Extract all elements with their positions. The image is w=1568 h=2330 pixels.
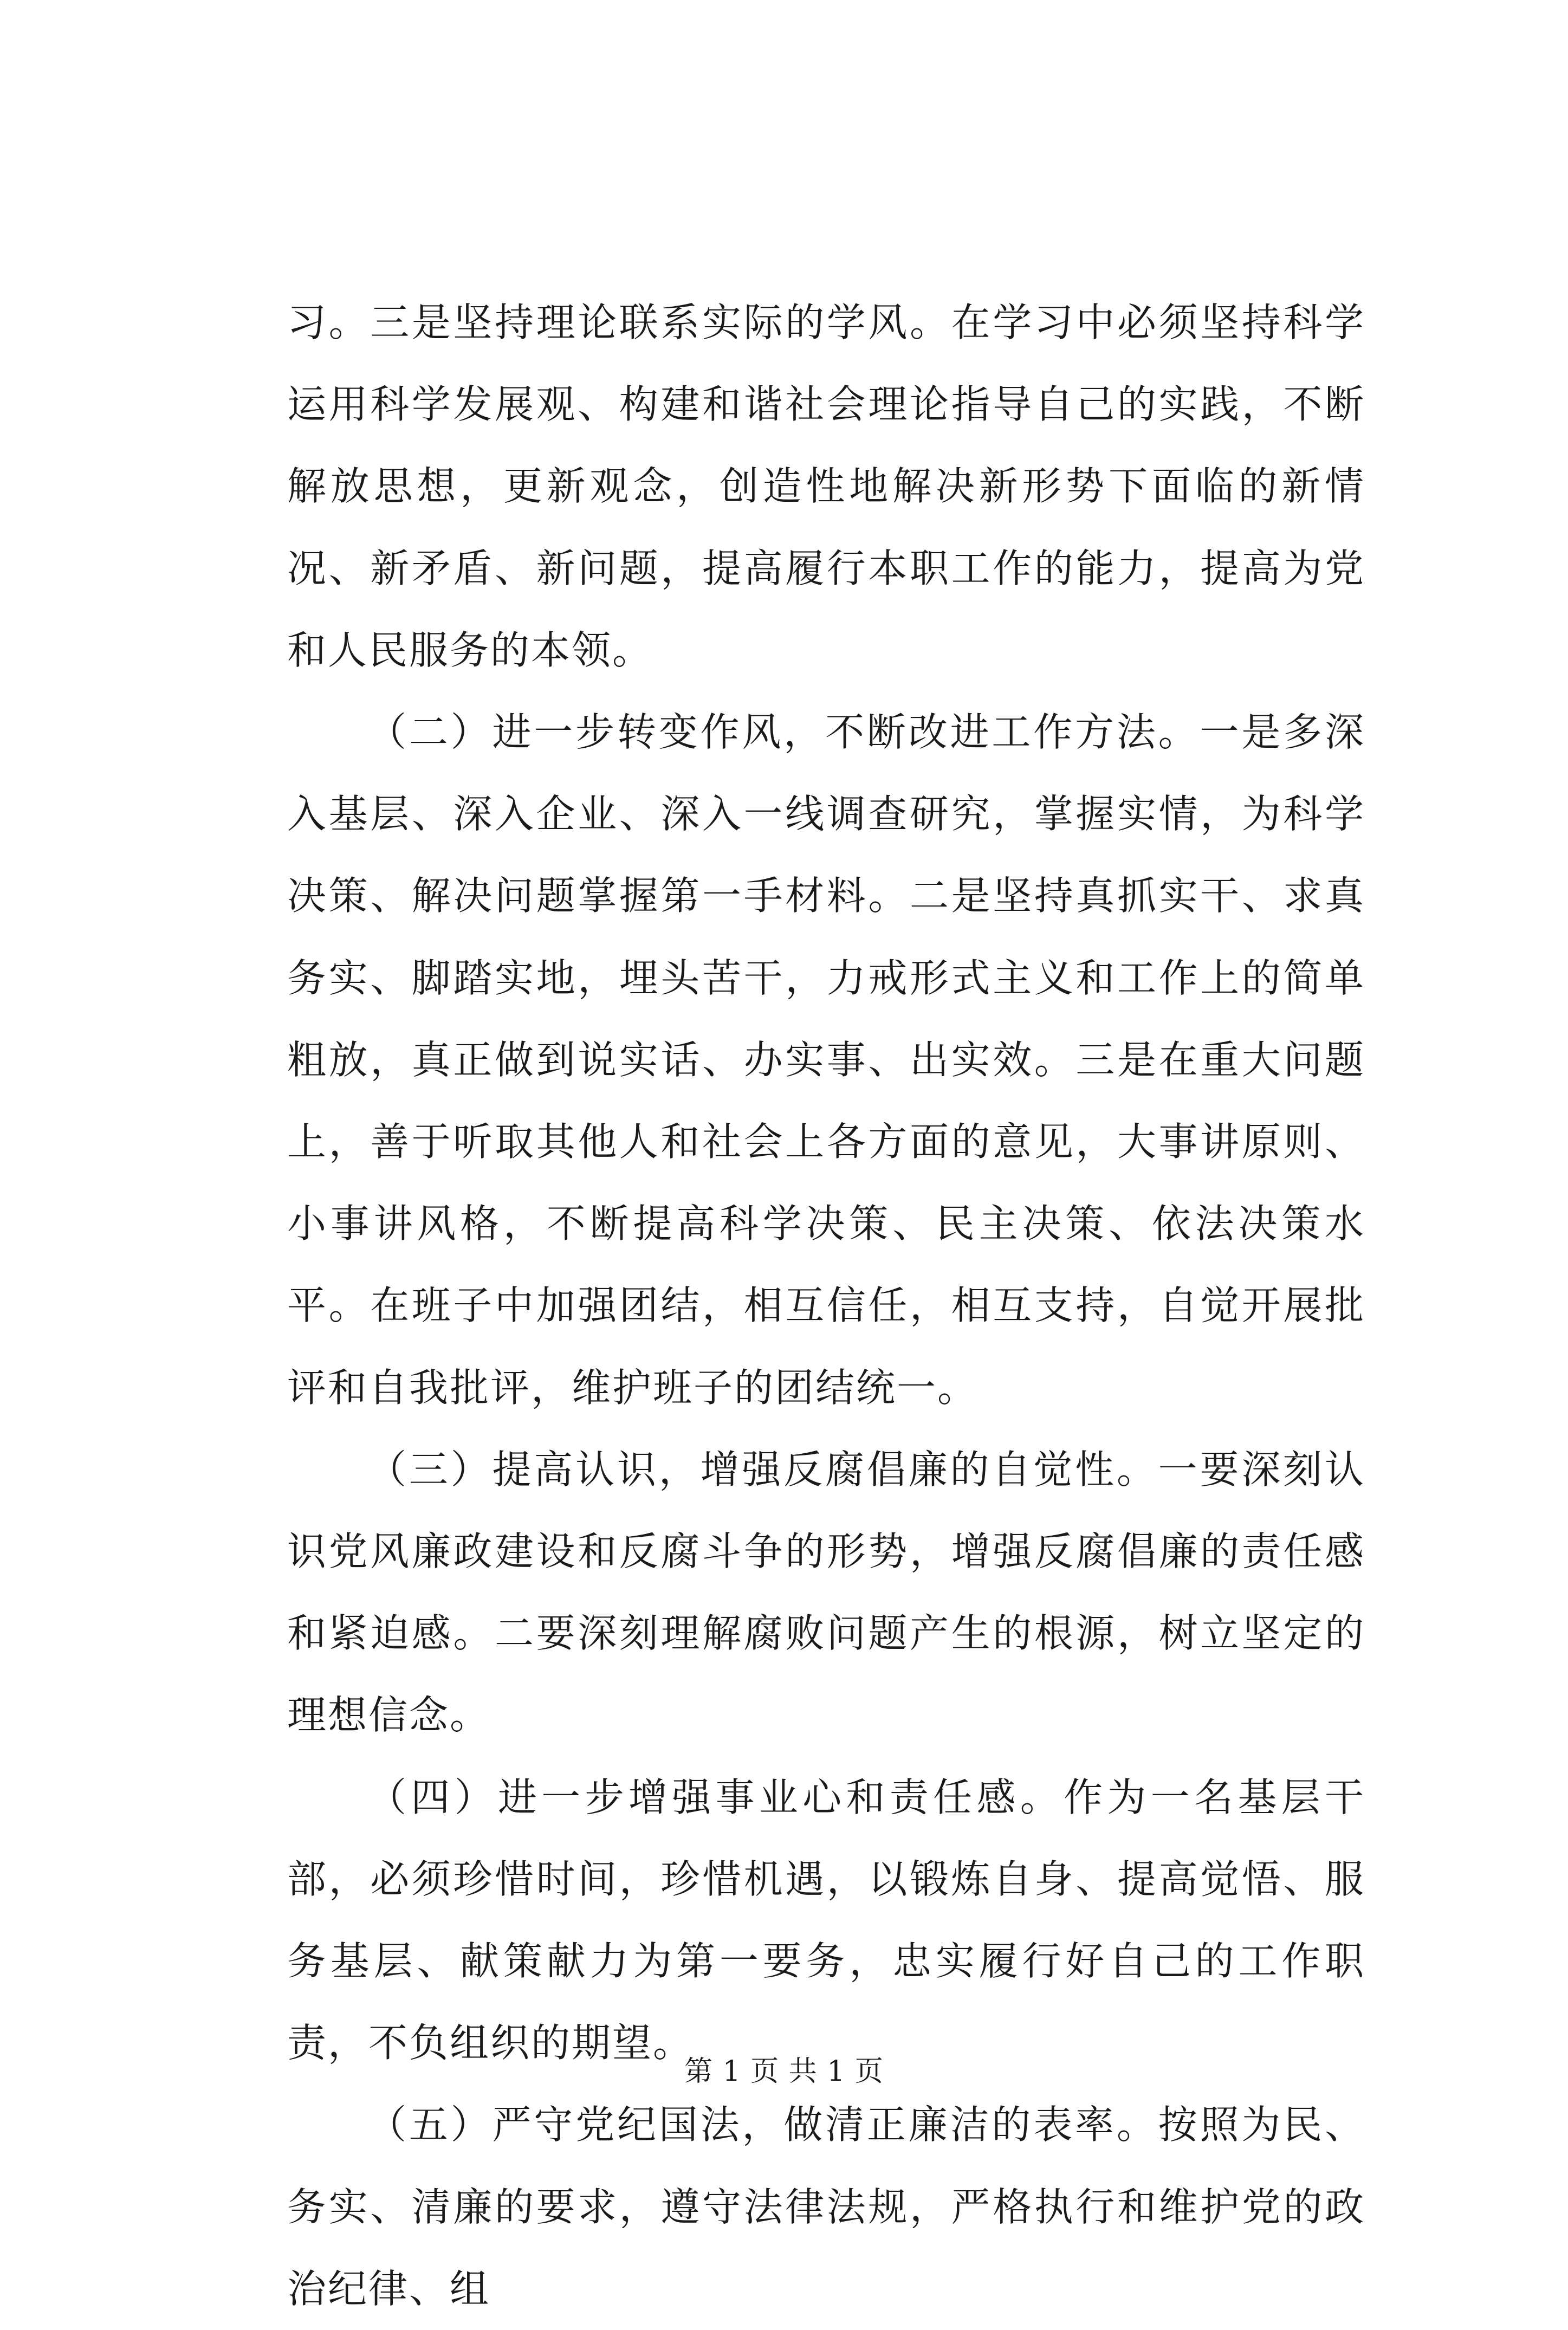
paragraph-4: （四）进一步增强事业心和责任感。作为一名基层干部，必须珍惜时间，珍惜机遇，以锻炼自身、提高觉悟、服务基层、献策献力为第一要务，忠实履行好自己的工作职责，不负组织的期望。 bbox=[287, 1774, 1365, 2066]
paragraph-3: （三）提高认识，增强反腐倡廉的自觉性。一要深刻认识党风廉政建设和反腐斗争的形势，增强反腐倡廉的责任感和紧迫感。二要深刻理解腐败问题产生的根源，树立坚定的理想信念。 bbox=[287, 1446, 1365, 1738]
paragraph-5: （五）严守党纪国法，做清正廉洁的表率。按照为民、务实、清廉的要求，遵守法律法规，严格执行和维护党的政治纪律、组 bbox=[287, 2102, 1365, 2312]
paragraph-2: （二）进一步转变作风，不断改进工作方法。一是多深入基层、深入企业、深入一线调查研究，掌握实情，为科学决策、解决问题掌握第一手材料。二是坚持真抓实干、求真务实、脚踏实地，埋头苦干，力戒形式主义和工作上的简单粗放，真正做到说实话、办实事、出实效。三是在重大问题上，善于听取其他人和社会上各方面的意见，大事讲原则、小事讲风格，不断提高科学决策、民主决策、依法决策水平。在班子中加强团结，相互信任，相互支持，自觉开展批评和自我批评，维护班子的团结统一。 bbox=[287, 709, 1365, 1410]
paragraph-1: 习。三是坚持理论联系实际的学风。在学习中必须坚持科学运用科学发展观、构建和谐社会理论指导自己的实践，不断解放思想，更新观念，创造性地解决新形势下面临的新情况、新矛盾、新问题，提高履行本职工作的能力，提高为党和人民服务的本领。 bbox=[287, 300, 1365, 673]
document-body bbox=[287, 282, 1365, 2330]
page-number-footer: 第 1 页 共 1 页 bbox=[684, 2055, 884, 2088]
